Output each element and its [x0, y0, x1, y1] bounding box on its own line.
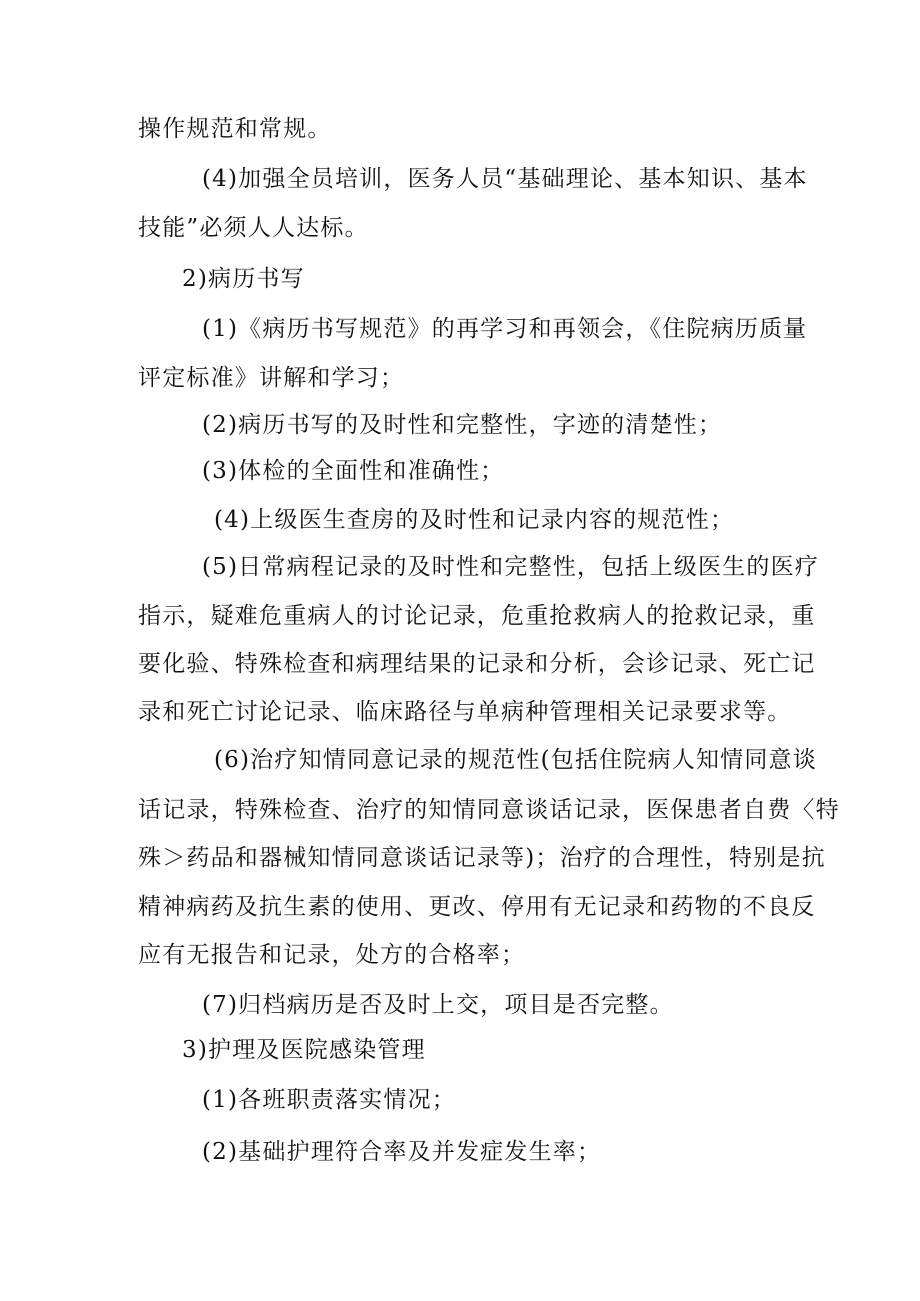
text-line: 精神病药及抗生素的使用、更改、停用有无记录和药物的不良反 — [138, 894, 816, 920]
text-line: (4)上级医生查房的及时性和记录内容的规范性； — [214, 507, 735, 533]
text-line: (7)归档病历是否及时上交，项目是否完整。 — [202, 992, 674, 1018]
text-line: (5)日常病程记录的及时性和完整性，包括上级医生的医疗 — [202, 554, 819, 580]
text-line: 评定标准》讲解和学习； — [138, 365, 405, 391]
text-line: (2)病历书写的及时性和完整性，字迹的清楚性； — [202, 412, 723, 438]
section-heading: 3)护理及医院感染管理 — [182, 1037, 426, 1063]
text-line: 指示，疑难危重病人的讨论记录，危重抢救病人的抢救记录，重 — [138, 603, 816, 629]
text-line: 技能”必须人人达标。 — [138, 215, 369, 241]
text-line: (1)《病历书写规范》的再学习和再领会，《住院病历质量 — [202, 316, 808, 342]
text-line: (3)体检的全面性和准确性； — [202, 458, 505, 484]
text-line: (6)治疗知情同意记录的规范性(包括住院病人知情同意谈 — [214, 747, 817, 773]
text-line: 殊＞药品和器械知情同意谈话记录等)；治疗的合理性，特别是抗 — [138, 845, 826, 871]
text-line: (2)基础护理符合率及并发症发生率； — [202, 1139, 602, 1165]
text-line: 要化验、特殊检查和病理结果的记录和分析，会诊记录、死亡记 — [138, 651, 816, 677]
text-line: (4)加强全员培训，医务人员“基础理论、基本知识、基本 — [202, 166, 808, 192]
section-heading: 2)病历书写 — [182, 266, 305, 292]
text-line: 录和死亡讨论记录、临床路径与单病种管理相关记录要求等。 — [138, 699, 792, 725]
text-line: (1)各班职责落实情况； — [202, 1087, 456, 1113]
text-line: 操作规范和常规。 — [138, 116, 332, 142]
text-line: 应有无报告和记录，处方的合格率； — [138, 942, 526, 968]
text-line: 话记录，特殊检查、治疗的知情同意谈话记录，医保患者自费〈特 — [138, 797, 840, 823]
